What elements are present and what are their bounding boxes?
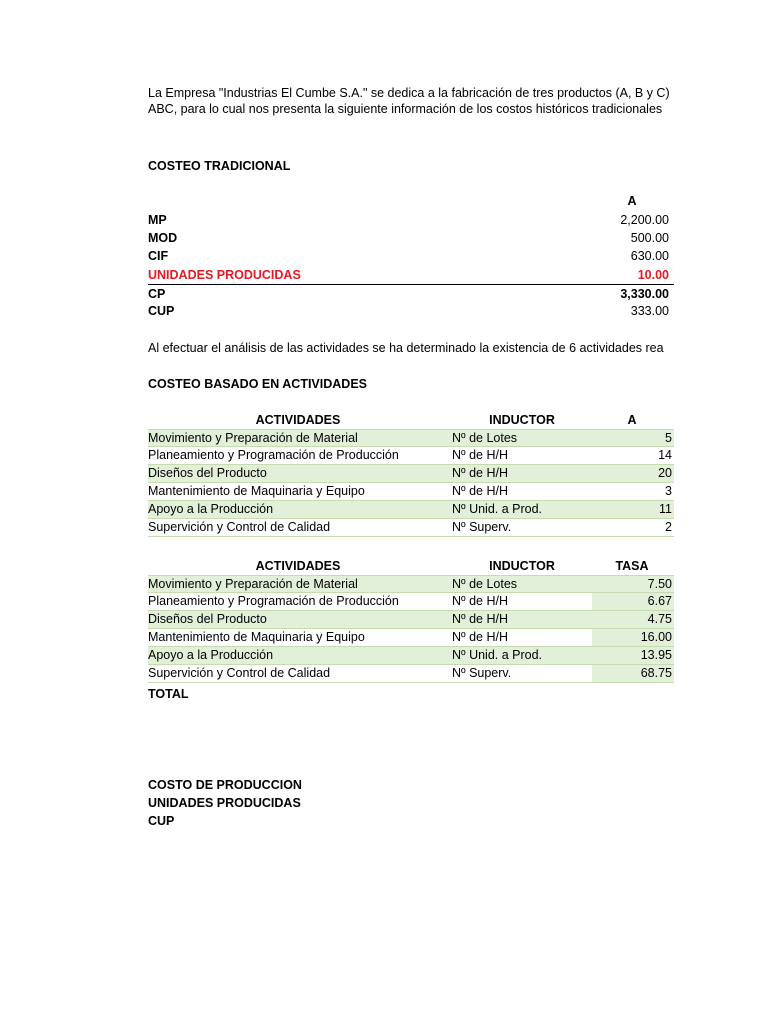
table-row bbox=[148, 429, 674, 447]
traditional-costing-title: COSTEO TRADICIONAL bbox=[148, 159, 291, 173]
activity-cell: Movimiento y Preparación de Material bbox=[148, 577, 358, 591]
intro-line-1: La Empresa "Industrias El Cumbe S.A." se dedica a la fabricación de tres productos (A, B y C) bbox=[148, 86, 670, 100]
driver-cell: Nº de H/H bbox=[452, 466, 508, 480]
driver-cell: Nº Superv. bbox=[452, 666, 512, 680]
mp-label: MP bbox=[148, 213, 167, 227]
table-row bbox=[148, 575, 674, 593]
cif-label: CIF bbox=[148, 249, 169, 263]
table-row bbox=[148, 501, 674, 519]
table-row bbox=[148, 593, 674, 611]
table-row bbox=[148, 465, 674, 483]
header-driver: INDUCTOR bbox=[489, 559, 555, 573]
activity-rates-table bbox=[148, 557, 674, 683]
value-cell: 2 bbox=[665, 520, 672, 534]
activity-cell: Apoyo a la Producción bbox=[148, 648, 274, 662]
header-rate: TASA bbox=[615, 559, 649, 573]
driver-cell: Nº de H/H bbox=[452, 484, 508, 498]
activity-cell: Apoyo a la Producción bbox=[148, 502, 274, 516]
traditional-column-header: A bbox=[627, 194, 637, 208]
table-header bbox=[148, 557, 674, 575]
rate-cell: 68.75 bbox=[640, 666, 672, 680]
driver-cell: Nº de H/H bbox=[452, 630, 508, 644]
activity-cell: Diseños del Producto bbox=[148, 612, 267, 626]
driver-cell: Nº de Lotes bbox=[452, 577, 518, 591]
mod-value: 500.00 bbox=[630, 231, 669, 245]
production-cost-label: COSTO DE PRODUCCION bbox=[148, 778, 302, 792]
cup-label: CUP bbox=[148, 304, 175, 318]
spreadsheet-sheet bbox=[148, 0, 674, 1024]
total-label: TOTAL bbox=[148, 687, 189, 701]
value-cell: 20 bbox=[658, 466, 672, 480]
table-row bbox=[148, 647, 674, 665]
mp-value: 2,200.00 bbox=[620, 213, 669, 227]
header-driver: INDUCTOR bbox=[489, 413, 555, 427]
activity-cell: Mantenimiento de Maquinaria y Equipo bbox=[148, 484, 365, 498]
header-activities: ACTIVIDADES bbox=[255, 559, 341, 573]
activity-cell: Supervición y Control de Calidad bbox=[148, 520, 331, 534]
driver-cell: Nº de Lotes bbox=[452, 431, 518, 445]
summary-cup-label: CUP bbox=[148, 814, 175, 828]
activity-cell: Mantenimiento de Maquinaria y Equipo bbox=[148, 630, 365, 644]
activity-cell: Planeamiento y Programación de Producción bbox=[148, 594, 399, 608]
abc-costing-title: COSTEO BASADO EN ACTIVIDADES bbox=[148, 377, 368, 391]
driver-cell: Nº de H/H bbox=[452, 612, 508, 626]
driver-cell: Nº Superv. bbox=[452, 520, 512, 534]
driver-cell: Nº de H/H bbox=[452, 594, 508, 608]
driver-cell: Nº Unid. a Prod. bbox=[452, 648, 543, 662]
table-row bbox=[148, 519, 674, 537]
summary-units-produced-label: UNIDADES PRODUCIDAS bbox=[148, 796, 301, 810]
table-row bbox=[148, 629, 674, 647]
table-row bbox=[148, 483, 674, 501]
cup-value: 333.00 bbox=[630, 304, 669, 318]
rate-cell: 16.00 bbox=[640, 630, 672, 644]
rate-cell: 13.95 bbox=[640, 648, 672, 662]
table-row bbox=[148, 447, 674, 465]
units-produced-label: UNIDADES PRODUCIDAS bbox=[148, 268, 301, 282]
driver-cell: Nº de H/H bbox=[452, 448, 508, 462]
intro-line-2: ABC, para lo cual nos presenta la siguiente información de los costos históricos tradicionales bbox=[148, 102, 663, 116]
table-row bbox=[148, 665, 674, 683]
table-header bbox=[148, 411, 674, 429]
mod-label: MOD bbox=[148, 231, 178, 245]
analysis-text: Al efectuar el análisis de las actividades se ha determinado la existencia de 6 actividades rea bbox=[148, 341, 664, 355]
cp-label: CP bbox=[148, 287, 166, 301]
rate-cell: 6.67 bbox=[647, 594, 672, 608]
driver-cell: Nº Unid. a Prod. bbox=[452, 502, 543, 516]
value-cell: 3 bbox=[665, 484, 672, 498]
value-cell: 5 bbox=[665, 431, 672, 445]
activity-cell: Diseños del Producto bbox=[148, 466, 267, 480]
table-row bbox=[148, 611, 674, 629]
units-produced-value: 10.00 bbox=[637, 268, 669, 282]
value-cell: 11 bbox=[659, 502, 672, 516]
cp-value: 3,330.00 bbox=[620, 287, 669, 301]
cif-value: 630.00 bbox=[630, 249, 669, 263]
activity-drivers-table bbox=[148, 411, 674, 537]
activity-cell: Planeamiento y Programación de Producción bbox=[148, 448, 399, 462]
header-activities: ACTIVIDADES bbox=[255, 413, 341, 427]
activity-cell: Movimiento y Preparación de Material bbox=[148, 431, 358, 445]
activity-cell: Supervición y Control de Calidad bbox=[148, 666, 331, 680]
header-product-a: A bbox=[627, 413, 637, 427]
rate-cell: 7.50 bbox=[647, 577, 672, 591]
rate-cell: 4.75 bbox=[647, 612, 672, 626]
value-cell: 14 bbox=[658, 448, 672, 462]
